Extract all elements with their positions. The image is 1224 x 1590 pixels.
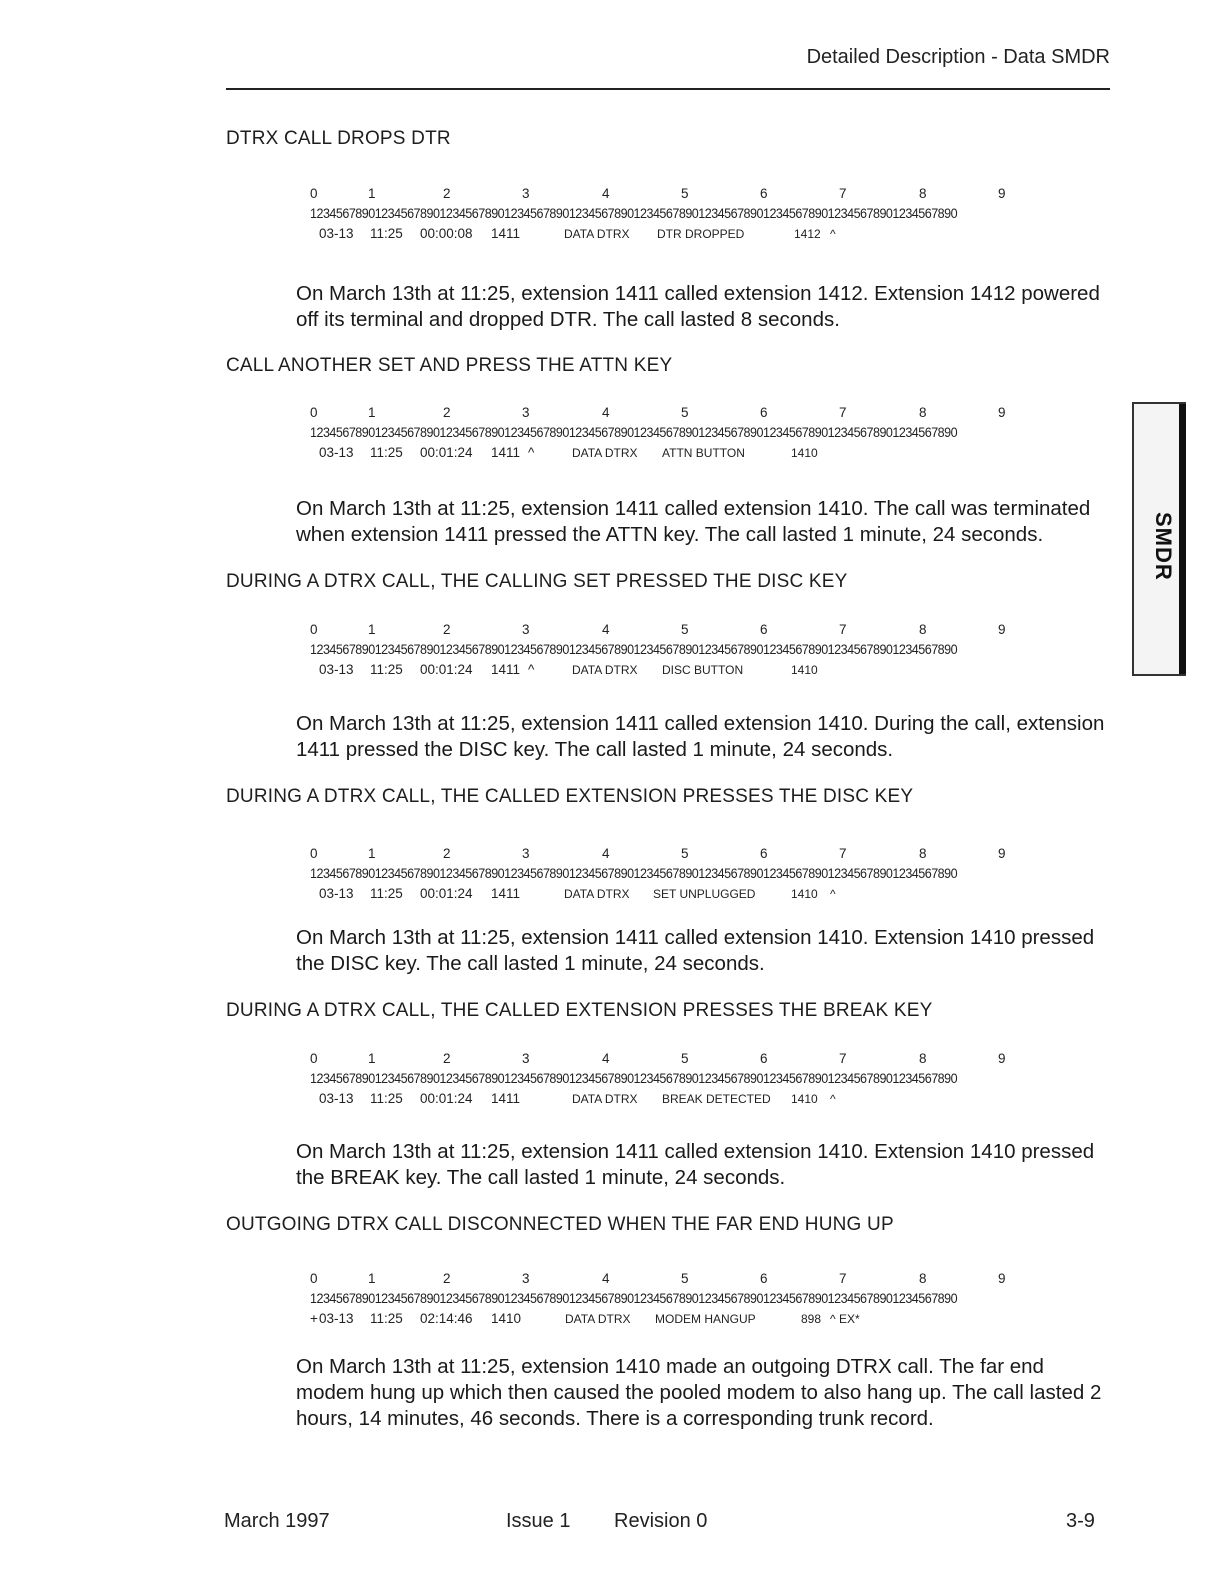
ruler-digit: 6 [760,622,768,637]
section-attn-key [226,355,1126,546]
section-heading: DTRX CALL DROPS DTR [226,128,451,149]
ruler-digit: 9 [998,1051,1006,1066]
record-fields [310,1091,1050,1111]
smdr-record [310,622,1050,682]
record-duration: 02:14:46 [420,1311,473,1326]
ruler-digit: 1 [368,1271,376,1286]
ruler-digit: 7 [839,1271,847,1286]
ruler-digit: 5 [681,186,689,201]
record-reason: DISC BUTTON [662,663,744,677]
ruler-digit: 1 [368,1051,376,1066]
record-time: 11:25 [370,445,403,460]
record-duration: 00:01:24 [420,1091,473,1106]
smdr-record [310,186,1050,246]
record-duration: 00:01:24 [420,662,473,677]
ruler-digit: 5 [681,1051,689,1066]
record-type: DATA DTRX [564,887,630,901]
record-caller: 1411 [491,445,521,460]
footer-issue: Issue 1 [506,1510,571,1532]
record-reason: MODEM HANGUP [655,1312,756,1326]
record-duration: 00:00:08 [420,226,473,241]
footer-date: March 1997 [224,1510,330,1532]
section-heading: OUTGOING DTRX CALL DISCONNECTED WHEN THE FAR END HUNG UP [226,1214,894,1235]
record-time: 11:25 [370,886,403,901]
ruler-digit: 7 [839,1051,847,1066]
ruler-digit: 3 [522,622,530,637]
column-ruler-line: 1234567890123456789012345678901234567890123456789012345678901234567890123456789012345678901234567890 [310,1071,958,1086]
record-reason: SET UNPLUGGED [653,887,756,901]
ruler-digit: 7 [839,186,847,201]
section-heading: CALL ANOTHER SET AND PRESS THE ATTN KEY [226,355,673,376]
ruler-digit: 0 [310,186,318,201]
section-heading: DURING A DTRX CALL, THE CALLED EXTENSION PRESSES THE BREAK KEY [226,1000,933,1021]
ruler-digit: 7 [839,846,847,861]
ruler-digit: 3 [522,186,530,201]
ruler-digit: 0 [310,405,318,420]
footer-revision: Revision 0 [614,1510,708,1532]
ruler-digit: 8 [919,846,927,861]
ruler-digit: 3 [522,1271,530,1286]
section-description: On March 13th at 11:25, extension 1410 made an outgoing DTRX call. The far end modem hung up which then caused the pooled modem to also hang up. The call lasted 2 hours, 14 minutes, 46 seconds. There is a corresponding trunk record. [296,1355,1102,1430]
ruler-digit: 3 [522,1051,530,1066]
ruler-digit: 9 [998,405,1006,420]
column-ruler-digits [310,405,1030,425]
section-description: On March 13th at 11:25, extension 1411 called extension 1410. Extension 1410 pressed the DISC key. The call lasted 1 minute, 24 seconds. [296,926,1095,975]
record-time: 11:25 [370,226,403,241]
column-ruler-line: 1234567890123456789012345678901234567890123456789012345678901234567890123456789012345678901234567890 [310,425,958,440]
section-outgoing-hangup [226,1214,1126,1430]
record-date: 03-13 [319,1311,354,1326]
record-reason: BREAK DETECTED [662,1092,771,1106]
ruler-digit: 0 [310,622,318,637]
record-date: 03-13 [319,226,354,241]
record-date: 03-13 [319,445,354,460]
ruler-digit: 4 [602,622,610,637]
column-ruler-digits [310,186,1030,206]
ruler-digit: 9 [998,1271,1006,1286]
record-fields [310,1311,1050,1331]
ruler-digit: 5 [681,846,689,861]
ruler-digit: 6 [760,1271,768,1286]
column-ruler-line: 1234567890123456789012345678901234567890123456789012345678901234567890123456789012345678901234567890 [310,206,958,221]
ruler-digit: 4 [602,846,610,861]
ruler-digit: 1 [368,405,376,420]
record-time: 11:25 [370,1311,403,1326]
section-called-break [226,1000,1126,1189]
section-dtr-dropped [226,128,1126,331]
ruler-digit: 1 [368,186,376,201]
record-date: 03-13 [319,1091,354,1106]
record-reason: DTR DROPPED [657,227,745,241]
record-type: DATA DTRX [572,1092,638,1106]
ruler-digit: 2 [443,622,451,637]
ruler-digit: 8 [919,622,927,637]
record-duration: 00:01:24 [420,886,473,901]
section-heading: DURING A DTRX CALL, THE CALLING SET PRESSED THE DISC KEY [226,571,848,592]
ruler-digit: 8 [919,1271,927,1286]
header-rule [226,88,1110,90]
record-reason: ATTN BUTTON [662,446,745,460]
ruler-digit: 7 [839,622,847,637]
record-caller-mark: ^ [528,445,535,460]
ruler-digit: 3 [522,405,530,420]
ruler-digit: 6 [760,846,768,861]
side-tab-label: SMDR [1151,512,1176,581]
record-fields [310,886,1050,906]
record-caller: 1411 [491,226,521,241]
ruler-digit: 8 [919,1051,927,1066]
record-dest: 898 [801,1312,822,1326]
record-prefix: + [310,1311,318,1326]
ruler-digit: 4 [602,1051,610,1066]
smdr-record [310,1271,1050,1331]
column-ruler-digits [310,622,1030,642]
record-duration: 00:01:24 [420,445,473,460]
page-header-title: Detailed Description - Data SMDR [806,46,1110,68]
ruler-digit: 1 [368,846,376,861]
section-description: On March 13th at 11:25, extension 1411 called extension 1410. During the call, extension 1411 pressed the DISC key. The call lasted 1 minute, 24 seconds. [296,712,1105,761]
ruler-digit: 8 [919,405,927,420]
column-ruler-line: 1234567890123456789012345678901234567890123456789012345678901234567890123456789012345678901234567890 [310,866,958,881]
record-dest: 1410 [791,1092,818,1106]
smdr-record [310,1051,1050,1111]
section-description: On March 13th at 11:25, extension 1411 called extension 1410. The call was terminated when extension 1411 pressed the ATTN key. The call lasted 1 minute, 24 seconds. [296,497,1091,546]
record-dest: 1410 [791,887,818,901]
ruler-digit: 0 [310,1271,318,1286]
section-description: On March 13th at 11:25, extension 1411 called extension 1410. Extension 1410 pressed the BREAK key. The call lasted 1 minute, 24 seconds. [296,1140,1095,1189]
record-dest-mark: ^ [830,227,836,241]
ruler-digit: 3 [522,846,530,861]
column-ruler-digits [310,1271,1030,1291]
record-type: DATA DTRX [572,446,638,460]
record-date: 03-13 [319,662,354,677]
ruler-digit: 2 [443,1051,451,1066]
record-time: 11:25 [370,662,403,677]
record-type: DATA DTRX [565,1312,631,1326]
ruler-digit: 2 [443,405,451,420]
ruler-digit: 9 [998,846,1006,861]
ruler-digit: 0 [310,846,318,861]
column-ruler-digits [310,846,1030,866]
smdr-record [310,846,1050,906]
ruler-digit: 7 [839,405,847,420]
section-called-disc [226,786,1126,975]
column-ruler-line: 1234567890123456789012345678901234567890123456789012345678901234567890123456789012345678901234567890 [310,1291,958,1306]
footer-page-number: 3-9 [1066,1510,1095,1532]
ruler-digit: 6 [760,1051,768,1066]
smdr-record [310,405,1050,465]
record-caller: 1410 [491,1311,522,1326]
record-type: DATA DTRX [572,663,638,677]
smdr-side-tab [1132,402,1186,676]
record-time: 11:25 [370,1091,403,1106]
ruler-digit: 5 [681,405,689,420]
record-fields [310,445,1050,465]
ruler-digit: 9 [998,186,1006,201]
section-heading: DURING A DTRX CALL, THE CALLED EXTENSION PRESSES THE DISC KEY [226,786,914,807]
record-fields [310,226,1050,246]
record-caller: 1411 [491,662,521,677]
record-dest-mark: ^ EX* [830,1312,860,1326]
ruler-digit: 4 [602,405,610,420]
record-dest: 1410 [791,663,818,677]
ruler-digit: 2 [443,186,451,201]
ruler-digit: 5 [681,1271,689,1286]
record-dest: 1410 [791,446,818,460]
record-dest: 1412 [794,227,821,241]
column-ruler-digits [310,1051,1030,1071]
record-caller: 1411 [491,1091,521,1106]
ruler-digit: 9 [998,622,1006,637]
ruler-digit: 8 [919,186,927,201]
column-ruler-line: 1234567890123456789012345678901234567890123456789012345678901234567890123456789012345678901234567890 [310,642,958,657]
record-caller: 1411 [491,886,521,901]
section-description: On March 13th at 11:25, extension 1411 called extension 1412. Extension 1412 powered off its terminal and dropped DTR. The call lasted 8 seconds. [296,282,1100,331]
ruler-digit: 6 [760,405,768,420]
record-caller-mark: ^ [528,662,535,677]
side-tab-bar [1179,404,1186,674]
ruler-digit: 2 [443,846,451,861]
section-calling-disc [226,571,1126,761]
ruler-digit: 2 [443,1271,451,1286]
record-dest-mark: ^ [830,1092,836,1106]
ruler-digit: 0 [310,1051,318,1066]
record-dest-mark: ^ [830,887,836,901]
record-date: 03-13 [319,886,354,901]
ruler-digit: 4 [602,186,610,201]
ruler-digit: 6 [760,186,768,201]
record-fields [310,662,1050,682]
ruler-digit: 4 [602,1271,610,1286]
ruler-digit: 5 [681,622,689,637]
ruler-digit: 1 [368,622,376,637]
record-type: DATA DTRX [564,227,630,241]
